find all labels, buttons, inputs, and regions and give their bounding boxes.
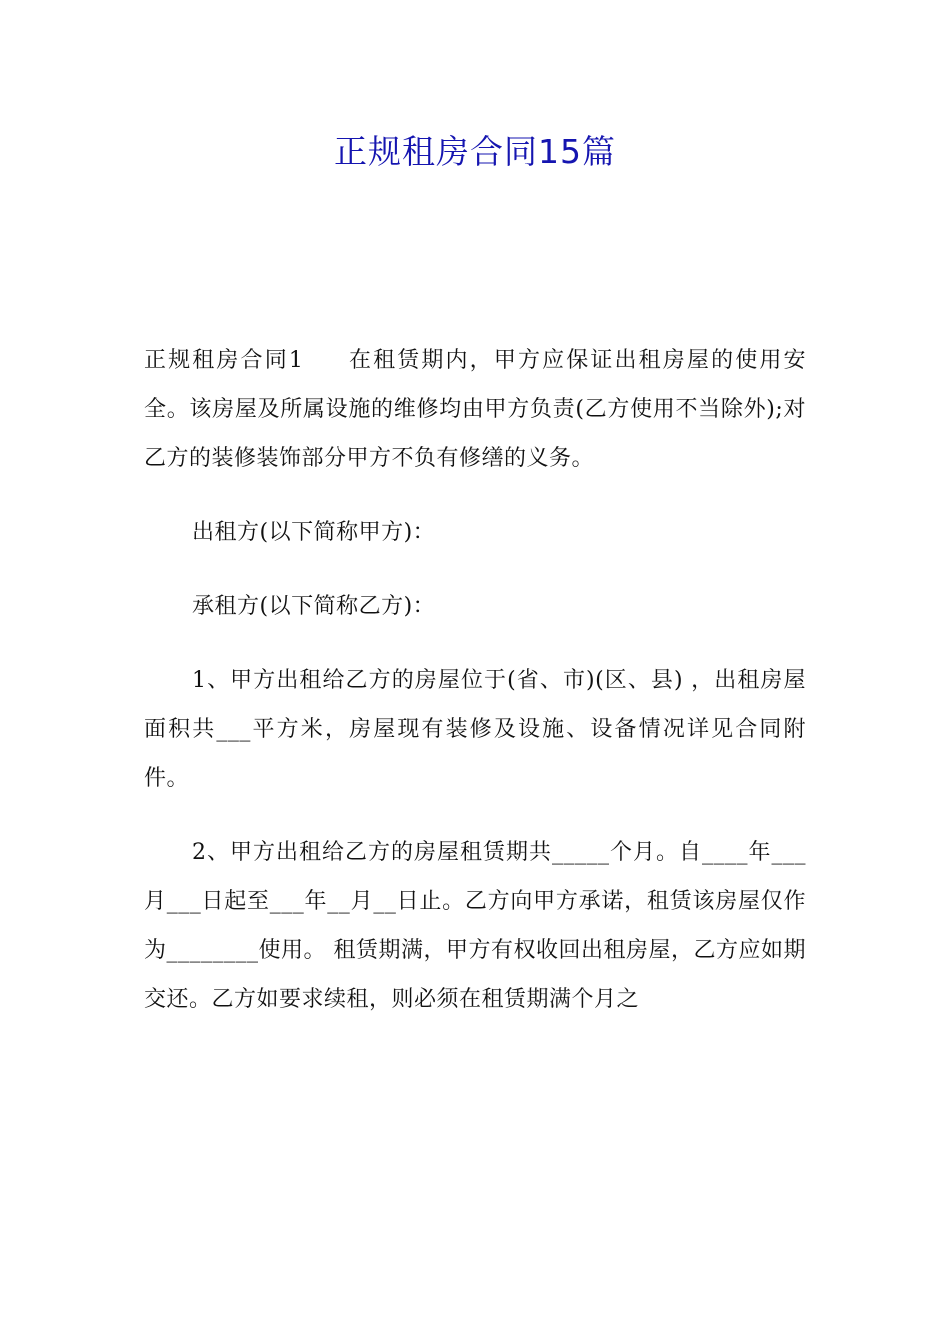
- document-body: [144, 336, 806, 1049]
- paragraph-5: 2、甲方出租给乙方的房屋租赁期共_____个月。自____年___月___日起至___年__月__日止。乙方向甲方承诺，租赁该房屋仅作为________使用。 租赁期满，甲方有权收回出租房屋，乙方应如期交还。乙方如要求续租，则必须在租赁期满个月之: [144, 840, 806, 1012]
- document-title: 正规租房合同15篇: [334, 132, 616, 171]
- paragraph-2: 出租方(以下简称甲方)：: [192, 520, 436, 545]
- paragraph-4: 1、甲方出租给乙方的房屋位于(省、市)(区、县) ，出租房屋面积共___平方米，房屋现有装修及设施、设备情况详见合同附件。: [144, 668, 806, 791]
- paragraph-1: [144, 336, 806, 483]
- section-heading: 正规租房合同1: [144, 348, 304, 373]
- paragraph-text: 在租赁期内，甲方应保证出租房屋的使用安全。该房屋及所属设施的维修均由甲方负责(乙方使用不当除外);对乙方的装修装饰部分甲方不负有修缮的义务。: [144, 348, 806, 471]
- paragraph-3: 承租方(以下简称乙方)：: [192, 594, 436, 619]
